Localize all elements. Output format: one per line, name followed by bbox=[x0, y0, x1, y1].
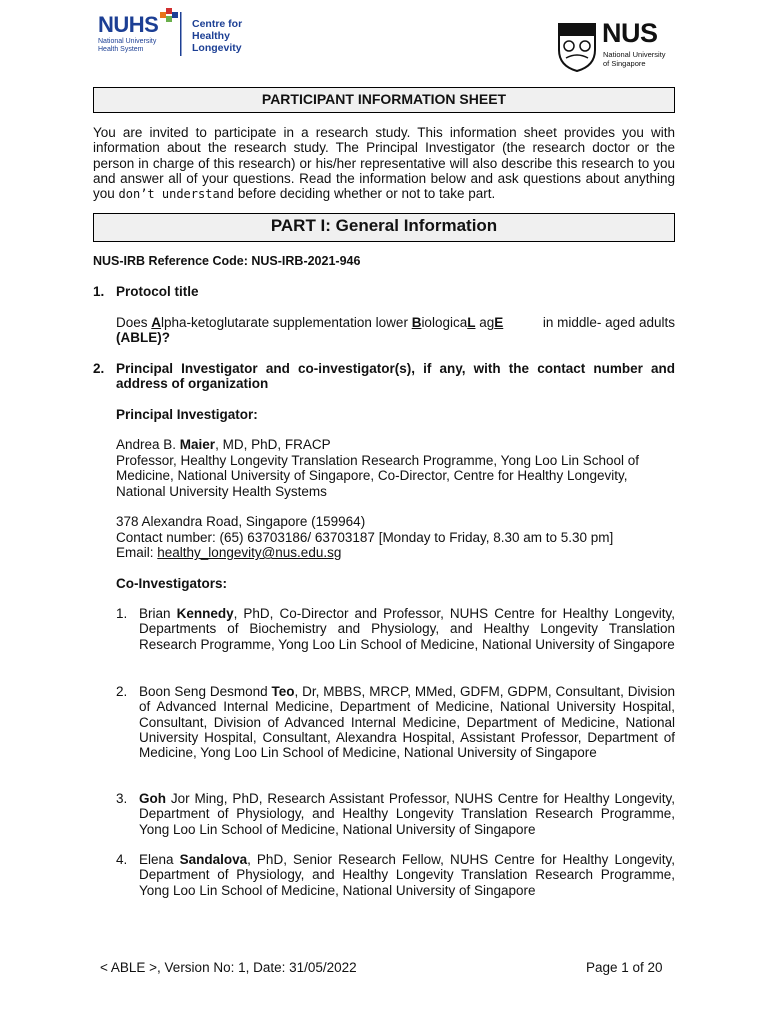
pt-t2: lpha-ketoglutarate supplementation lower bbox=[161, 315, 412, 330]
pt-u4: E bbox=[494, 315, 504, 330]
pi-role: Professor, Healthy Longevity Translation Research Programme, Yong Loo Lin School of Medicine, National University of Singapore, Co-Director, Centre for Healthy Longevity, National University Health Systems bbox=[116, 453, 640, 499]
intro-text-mono: don’t understand bbox=[118, 187, 235, 202]
ci-first-name: Boon Seng Desmond bbox=[139, 684, 272, 699]
pt-t3: iologica bbox=[421, 315, 468, 330]
pi-name-a: Andrea B. bbox=[116, 437, 180, 452]
nus-crest-icon bbox=[556, 22, 598, 72]
pt-u2: B bbox=[411, 315, 422, 330]
pi-address: 378 Alexandra Road, Singapore (159964) bbox=[116, 514, 366, 529]
ci-details: , PhD, Senior Research Fellow, NUHS Centre for Healthy Longevity, Department of Physiology, and Healthy Longevity Translation Research Programme, Yong Loo Lin School of Medicine, National University of Singapore bbox=[139, 852, 676, 898]
pi-name bbox=[116, 437, 675, 452]
nus-full-2: of Singapore bbox=[603, 59, 646, 68]
ci-first-name: Elena bbox=[139, 852, 180, 867]
pt-t1: Does bbox=[116, 315, 152, 330]
pi-name-c: , MD, PhD, FRACP bbox=[215, 437, 331, 452]
nus-full-1: National University bbox=[603, 50, 666, 59]
document-title: PARTICIPANT INFORMATION SHEET bbox=[93, 87, 675, 113]
chl-name bbox=[192, 18, 242, 54]
co-investigators-label: Co-Investigators: bbox=[116, 576, 228, 591]
ci-details: , Dr, MBBS, MRCP, MMed, GDFM, GDPM, Consultant, Division of Advanced Internal Medicine, Department of Medicine, National University Hospital, Consultant, Division of Advanced Internal Medicine, Department of Medicine, National University Hospital, Consultant, Alexandra Hospital, Assistant Professor, Department of Medicine, Yong Loo Lin School of Medicine, National University of Singapore bbox=[139, 684, 675, 761]
co-investigator-entry bbox=[139, 606, 675, 652]
ci-surname: Sandalova bbox=[179, 852, 248, 867]
nus-full bbox=[603, 50, 666, 68]
pt-t4: ag bbox=[475, 315, 495, 330]
section-2-number: 2. bbox=[93, 361, 105, 376]
pt-t5: in middle- aged adults bbox=[542, 315, 675, 330]
intro-text-a: You are invited to participate in a research study. This information sheet provides you with information about the research study. The Principal Investigator (the research doctor or the person in charge of this research) or his/her representative will also describe this research to you and answer all of your questions. Read the information below and ask questions about anything you bbox=[93, 125, 675, 202]
ci-details: , PhD, Co-Director and Professor, NUHS Centre for Healthy Longevity, Departments of Biochemistry and Physiology, and Healthy Longevity Translation Research Programme, Yong Loo Lin School of Medicine, National University of Singapore bbox=[139, 606, 675, 652]
co-investigator-number: 2. bbox=[116, 684, 128, 699]
intro-text-b: before deciding whether or not to take part. bbox=[234, 186, 496, 202]
nus-logo bbox=[556, 18, 678, 74]
part-heading: PART I: General Information bbox=[93, 213, 675, 242]
pt-u1: A bbox=[151, 315, 162, 330]
irb-reference: NUS-IRB Reference Code: NUS-IRB-2021-946 bbox=[93, 254, 361, 268]
ci-surname: Teo bbox=[271, 684, 295, 699]
ci-first-name: Brian bbox=[139, 606, 177, 621]
pt-u3: L bbox=[467, 315, 476, 330]
co-investigator-entry bbox=[139, 852, 675, 898]
co-investigator-number: 1. bbox=[116, 606, 128, 621]
pt-t6: (ABLE)? bbox=[116, 330, 170, 346]
section-2-heading: Principal Investigator and co-investigator(s), if any, with the contact number and address of organization bbox=[116, 361, 675, 392]
co-investigator-entry bbox=[139, 684, 675, 760]
footer-version: < ABLE >, Version No: 1, Date: 31/05/2022 bbox=[100, 960, 357, 975]
intro-paragraph bbox=[93, 125, 675, 202]
pi-email-line bbox=[116, 545, 675, 560]
chl-line-3: Longevity bbox=[192, 42, 242, 54]
section-1-number: 1. bbox=[93, 284, 105, 299]
protocol-title-main bbox=[116, 315, 503, 330]
nuhs-logo bbox=[96, 8, 246, 60]
section-1-heading: Protocol title bbox=[116, 284, 199, 299]
ci-surname: Kennedy bbox=[176, 606, 234, 621]
nus-abbr: NUS bbox=[602, 18, 658, 48]
nuhs-full-2: Health System bbox=[98, 46, 144, 53]
email-link[interactable]: healthy_longevity@nus.edu.sg bbox=[157, 545, 342, 560]
protocol-title bbox=[116, 315, 675, 346]
chl-line-1: Centre for bbox=[192, 18, 243, 30]
ci-surname: Goh bbox=[139, 791, 166, 806]
nuhs-abbr: NUHS bbox=[98, 12, 159, 37]
pi-label: Principal Investigator: bbox=[116, 407, 258, 422]
pi-contact: Contact number: (65) 63703186/ 63703187 [Monday to Friday, 8.30 am to 5.30 pm] bbox=[116, 530, 614, 545]
nuhs-full-1: National University bbox=[98, 38, 157, 45]
co-investigator-number: 3. bbox=[116, 791, 128, 806]
pi-name-b: Maier bbox=[179, 437, 216, 452]
co-investigator-number: 4. bbox=[116, 852, 128, 867]
chl-line-2: Healthy bbox=[192, 30, 230, 42]
co-investigator-entry bbox=[139, 791, 675, 837]
protocol-title-line-1 bbox=[116, 315, 675, 330]
footer-page-number: Page 1 of 20 bbox=[586, 960, 663, 975]
email-label: Email: bbox=[116, 545, 158, 560]
ci-details: Jor Ming, PhD, Research Assistant Professor, NUHS Centre for Healthy Longevity, Department of Physiology, and Healthy Longevity Translation Research Programme, Yong Loo Lin School of Medicine, National University of Singapore bbox=[139, 791, 675, 837]
